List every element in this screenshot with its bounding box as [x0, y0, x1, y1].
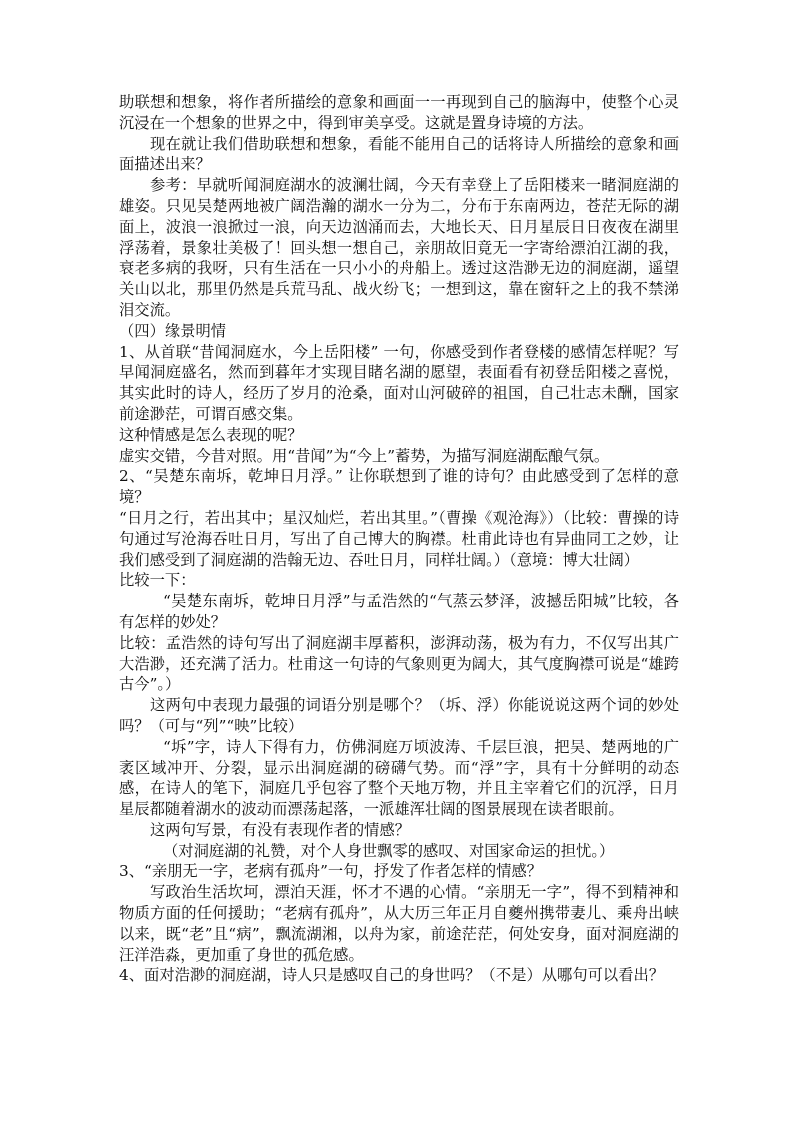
paragraph-1: 助联想和想象，将作者所描绘的意象和画面一一再现到自己的脑海中，使整个心灵沉浸在一个想象的世界之中，得到审美享受。这就是置身诗境的方法。	[119, 93, 679, 132]
paragraph-12: 比较：孟浩然的诗句写出了洞庭湖丰厚蓄积，澎湃动荡，极为有力，不仅写出其广大浩渺，还充满了活力。杜甫这一句诗的气象则更为阔大，其气度胸襟可说是“雄跨古今”。）	[119, 633, 679, 694]
section-heading: （四）缘景明情	[119, 321, 227, 340]
question-3: 3、“亲朋无一字，老病有孤舟”一句，抒发了作者怎样的情感？	[119, 862, 543, 881]
paragraph-9: “日月之行，若出其中；星汉灿烂，若出其里。”（曹操《观沧海》）（比较：曹操的诗句通过写沧海吞吐日月，写出了自己博大的胸襟。杜甫此诗也有异曲同工之妙，让我们感受到了洞庭湖的浩翰无边、吞吐日月，同样壮阔。）（意境：博大壮阔）	[119, 508, 679, 569]
paragraph-16: （对洞庭湖的礼赞，对个人身世飘零的感叹、对国家命运的担忧。）	[163, 841, 615, 860]
paragraph-2: 现在就让我们借助联想和想象，看能不能用自己的话将诗人所描绘的意象和画面描述出来？	[119, 134, 679, 174]
paragraph-18: 写政治生活坎坷，漂泊天涯，怀才不遇的心情。“亲朋无一字”，得不到精神和物质方面的任何援助；“老病有孤舟”，从大历三年正月自夔州携带妻儿、乘舟出峡以来，既“老”且“病”，飘流湖湘，以舟为家，前途茫茫，何处安身，面对洞庭湖的汪洋浩淼，更加重了身世的孤危感。	[119, 883, 679, 964]
question-2: 2、“吴楚东南坼，乾坤日月浮。” 让你联想到了谁的诗句？由此感受到了怎样的意境？	[119, 467, 679, 507]
paragraph-7: 虚实交错，今昔对照。用“昔闻”为“今上”蓄势，为描写洞庭湖酝酿气氛。	[119, 446, 610, 465]
paragraph-10: 比较一下：	[119, 571, 196, 590]
paragraph-6: 这种情感是怎么表现的呢？	[119, 425, 303, 444]
paragraph-11: “吴楚东南坼，乾坤日月浮”与孟浩然的“气蒸云梦泽，波撼岳阳城”比较，各有怎样的妙处？	[119, 592, 679, 631]
paragraph-3: 参考：早就听闻洞庭湖水的波澜壮阔，今天有幸登上了岳阳楼来一睹洞庭湖的雄姿。只见吴楚两地被广阔浩瀚的湖水一分为二，分布于东南两边，苍茫无际的湖面上，波浪一浪掀过一浪，向天边汹涌而去，大地长天、日月星辰日日夜夜在湖里浮荡着，景象壮美极了！回头想一想自己，亲朋故旧竟无一字寄给漂泊江湖的我，衰老多病的我呀，只有生活在一只小小的舟船上。透过这浩渺无边的洞庭湖，遥望关山以北，那里仍然是兵荒马乱、战火纷飞；一想到这，靠在窗轩之上的我不禁涕泪交流。	[119, 176, 679, 319]
paragraph-15: 这两句写景，有没有表现作者的情感？	[150, 820, 411, 839]
document-page	[119, 92, 679, 986]
question-4: 4、面对浩渺的洞庭湖，诗人只是感叹自己的身世吗？（不是）从哪句可以看出？	[119, 966, 665, 985]
paragraph-14: “坼”字，诗人下得有力，仿佛洞庭万顷波涛、千层巨浪，把吴、楚两地的广袤区域冲开、分裂，显示出洞庭湖的磅礴气势。而“浮”字，具有十分鲜明的动态感，在诗人的笔下，洞庭几乎包容了整个天地万物，并且主宰着它们的沉浮，日月星辰都随着湖水的波动而漂荡起落，一派雄浑壮阔的图景展现在读者眼前。	[119, 737, 679, 819]
paragraph-13: 这两句中表现力最强的词语分别是哪个？（坼、浮）你能说说这两个词的妙处吗？（可与“列”“映”比较）	[119, 696, 679, 735]
question-1: 1、从首联“昔闻洞庭水，今上岳阳楼” 一句，你感受到作者登楼的感情怎样呢？写早闻洞庭盛名，然而到暮年才实现目睹名湖的愿望，表面看有初登岳阳楼之喜悦，其实此时的诗人，经历了岁月的沧桑，面对山河破碎的祖国，自己壮志未酬，国家前途渺茫，可谓百感交集。	[119, 342, 679, 423]
